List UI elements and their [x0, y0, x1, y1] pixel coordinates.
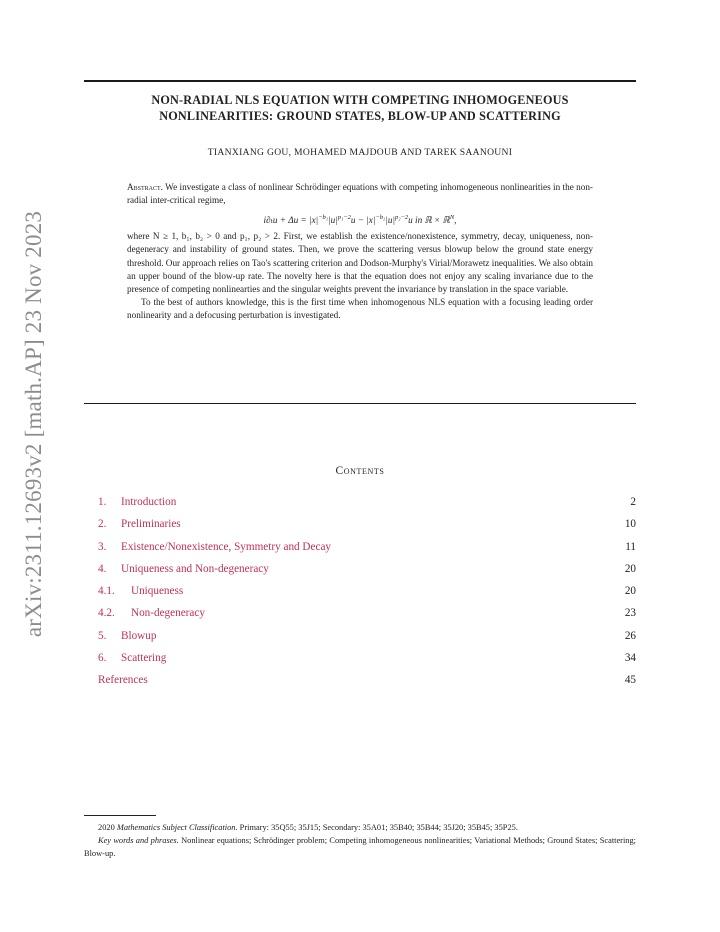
- toc-title: References: [98, 674, 148, 687]
- toc-title: Blowup: [121, 629, 157, 642]
- header-rule: [84, 80, 636, 82]
- footnote-rule: [84, 815, 156, 816]
- abstract-closing: To the best of authors knowledge, this is the first time when inhomogenous NLS equation with a focusing leading order nonlinearity and a defocusing perturbation is investigated.: [127, 296, 593, 320]
- toc-page-number: 20: [624, 562, 636, 575]
- author-list: TIANXIANG GOU, MOHAMED MAJDOUB AND TAREK SAANOUNI: [207, 147, 513, 158]
- toc-link[interactable]: [98, 536, 331, 558]
- arxiv-identifier-stamp: arXiv:2311.12693v2 [math.AP] 23 Nov 2023: [21, 210, 46, 638]
- toc-title: Uniqueness and Non-degeneracy: [121, 562, 269, 575]
- table-of-contents: [98, 491, 636, 692]
- equation-exponent: −b₁: [318, 214, 329, 222]
- contents-heading: Contents: [335, 465, 385, 477]
- equation-part: |u|: [328, 215, 338, 226]
- keywords-text: Nonlinear equations; Schrödinger problem; Competing inhomogeneous nonlinearities; Variational Methods; Ground States; Scattering; Blow-up.: [84, 836, 637, 859]
- toc-entry: [98, 536, 636, 558]
- equation-exponent: N: [449, 214, 455, 222]
- toc-link[interactable]: [98, 647, 166, 669]
- keywords-label: Key words and phrases.: [98, 836, 179, 846]
- abstract-end-rule: [84, 403, 636, 404]
- toc-entry: [98, 625, 636, 647]
- footnotes: [84, 821, 636, 861]
- abstract-intro: [127, 181, 593, 207]
- toc-page-number: 34: [624, 652, 636, 665]
- keywords-footnote: [84, 834, 636, 860]
- toc-entry: [98, 491, 636, 513]
- toc-title: Preliminaries: [121, 518, 181, 531]
- msc-codes: Primary: 35Q55; 35J15; Secondary: 35A01; 35B40; 35B44; 35J20; 35B45; 35P25.: [239, 823, 518, 832]
- toc-title: Uniqueness: [131, 585, 184, 598]
- equation-part: u − |x|: [350, 215, 376, 226]
- toc-page-number: 2: [630, 496, 636, 508]
- toc-number: 4.2.: [98, 607, 115, 620]
- equation-part: ,: [454, 215, 457, 226]
- abstract: [127, 181, 593, 322]
- toc-link[interactable]: [98, 625, 156, 647]
- main-equation: [127, 211, 593, 227]
- equation-exponent: p₂−2: [394, 214, 409, 222]
- abstract-intro-text: We investigate a class of nonlinear Schrödinger equations with competing inhomogeneous nonlinearities in the non-radial inter-critical regime,: [127, 182, 593, 206]
- equation-part: i∂ₜu + Δu = |x|: [263, 215, 319, 226]
- toc-title: Scattering: [121, 652, 167, 665]
- title-line-1: NON-RADIAL NLS EQUATION WITH COMPETING INHOMOGENEOUS: [151, 93, 569, 107]
- title-line-2: NONLINEARITIES: GROUND STATES, BLOW-UP AND SCATTERING: [159, 109, 561, 123]
- equation-exponent: −b₂: [375, 214, 386, 222]
- toc-page-number: 11: [625, 540, 636, 553]
- toc-link[interactable]: [98, 491, 176, 513]
- msc-label: Mathematics Subject Classification.: [116, 823, 238, 832]
- toc-entry: [98, 558, 636, 580]
- toc-number: 5.: [98, 629, 107, 642]
- toc-link[interactable]: [98, 669, 148, 691]
- toc-title: Non-degeneracy: [131, 607, 205, 620]
- toc-link[interactable]: [98, 513, 181, 535]
- toc-entry: [98, 602, 636, 624]
- toc-page-number: 20: [624, 585, 636, 598]
- equation-part: |u|: [385, 215, 395, 226]
- toc-entry: [98, 580, 636, 602]
- msc-footnote: [84, 821, 636, 834]
- toc-link[interactable]: [98, 580, 183, 602]
- toc-link[interactable]: [98, 558, 269, 580]
- toc-page-number: 23: [624, 607, 636, 620]
- toc-number: 1.: [98, 496, 107, 508]
- toc-entry: [98, 647, 636, 669]
- toc-number: 4.: [98, 562, 107, 575]
- toc-entry: [98, 513, 636, 535]
- toc-link[interactable]: [98, 602, 205, 624]
- toc-entry: [98, 669, 636, 691]
- toc-page-number: 45: [624, 674, 636, 687]
- toc-page-number: 10: [624, 518, 636, 531]
- paper-title: [84, 92, 636, 124]
- abstract-body: where N ≥ 1, b₁, b₂ > 0 and p₁, p₂ > 2. First, we establish the existence/nonexistence, symmetry, decay, uniqueness, non-degeneracy and instability of ground states. Then, we prove the scattering versus blowup below the ground state energy threshold. Our approach relies on Tao's scattering criterion and Dodson-Murphy's Virial/Morawetz inequalities. We also obtain an upper bound of the blow-up rate. The novelty here is that the equation does not enjoy any scaling invariance due to the presence of competing nonlinearties and the singular weights prevent the invariance by translation in the space variable.: [127, 231, 593, 294]
- toc-title: Existence/Nonexistence, Symmetry and Decay: [121, 540, 332, 553]
- equation-part: u in ℝ × ℝ: [408, 215, 450, 226]
- abstract-heading: Abstract.: [127, 182, 163, 192]
- toc-title: Introduction: [121, 496, 177, 508]
- toc-number: 3.: [98, 540, 107, 553]
- toc-number: 4.1.: [98, 585, 115, 598]
- equation-exponent: p₁−2: [337, 214, 351, 222]
- toc-page-number: 26: [624, 629, 636, 642]
- msc-year: 2020: [98, 823, 115, 832]
- toc-number: 6.: [98, 652, 107, 665]
- toc-number: 2.: [98, 518, 107, 531]
